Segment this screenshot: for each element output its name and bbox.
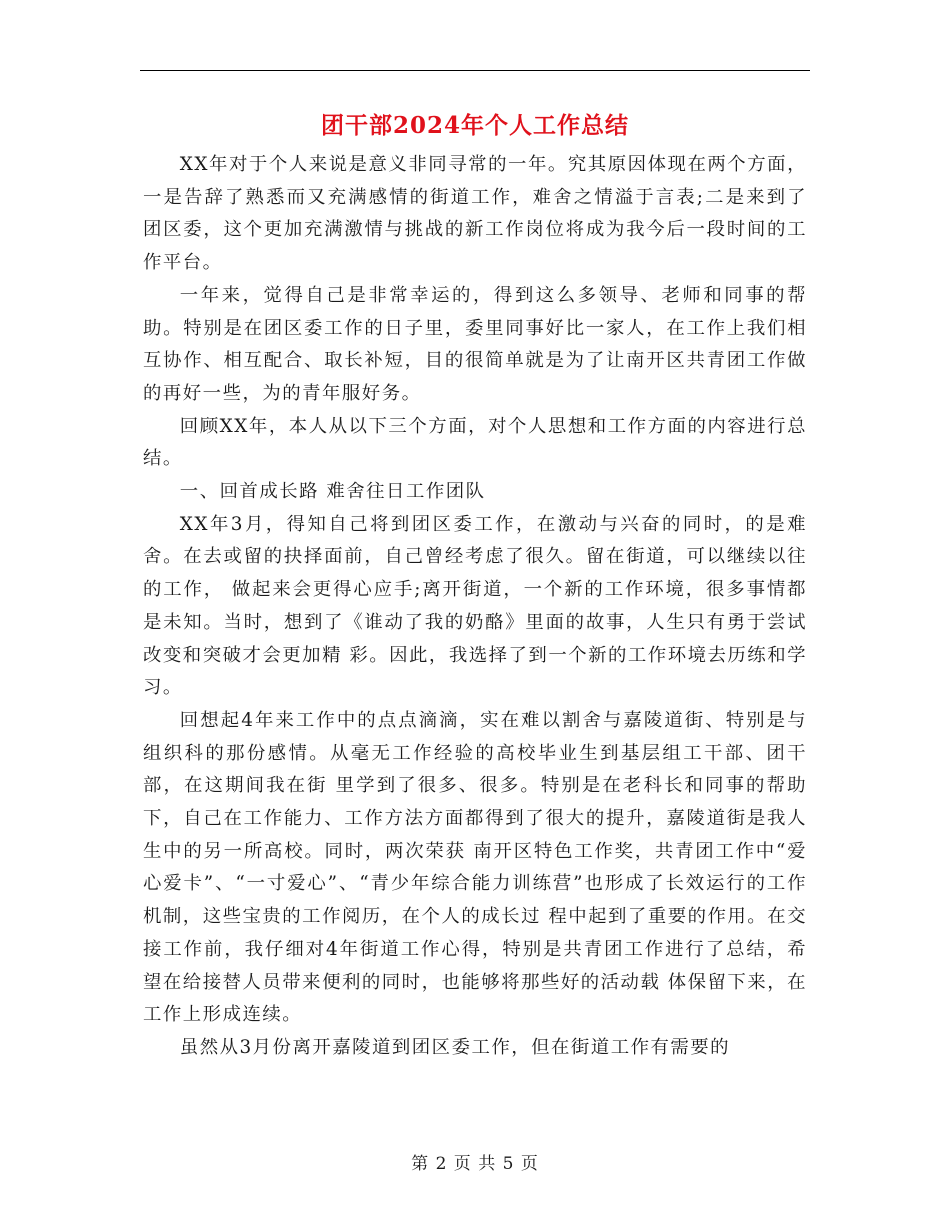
document-title: 团干部2024年个人工作总结 — [320, 112, 629, 139]
header-rule — [140, 70, 810, 71]
page-number: 第 2 页 共 5 页 — [411, 1154, 539, 1174]
section-heading-one: 一、回首成长路 难舍往日工作团队 — [179, 481, 486, 503]
paragraph-intro: XX年对于个人来说是意义非同寻常的一年。究其原因体现在两个方面，一是告辞了熟悉而又充满感情的街道工作，难舍之情溢于言表;二是来到了团区委，这个更加充满激情与挑战的新工作岗位将成为我今后一段时间的工作平台。 — [143, 154, 807, 274]
paragraph-transfer: XX年3月，得知自己将到团区委工作，在激动与兴奋的同时，的是难舍。在去或留的抉择面前，自己曾经考虑了很久。留在街道，可以继续以往的工作， 做起来会更得心应手;离开街道，一个新的工作环境，很多事情都是未知。当时，想到了《谁动了我的奶酪》里面的故事，人生只有勇于尝试改变和突破才会更加精 彩。因此，我选择了到一个新的工作环境去历练和学习。 — [143, 513, 807, 699]
paragraph-continuation: 虽然从3月份离开嘉陵道到团区委工作，但在街道工作有需要的 — [179, 1036, 731, 1058]
paragraph-review: 回顾XX年，本人从以下三个方面，对个人思想和工作方面的内容进行总结。 — [143, 415, 807, 470]
paragraph-gratitude: 一年来，觉得自己是非常幸运的，得到这么多领导、老师和同事的帮助。特别是在团区委工作的日子里，委里同事好比一家人，在工作上我们相互协作、相互配合、取长补短，目的很简单就是为了让南开区共青团工作做的再好一些，为的青年服好务。 — [143, 284, 807, 404]
paragraph-recollection: 回想起4年来工作中的点点滴滴，实在难以割舍与嘉陵道街、特别是与组织科的那份感情。从毫无工作经验的高校毕业生到基层组工干部、团干部，在这期间我在街 里学到了很多、很多。特别是在老科长和同事的帮助下，自己在工作能力、工作方法方面都得到了很大的提升，嘉陵道街是我人生中的另一所高校。同时，两次荣获 南开区特色工作奖，共青团工作中“爱心爱卡”、“一寸爱心”、“青少年综合能力训练营”也形成了长效运行的工作机制，这些宝贵的工作阅历，在个人的成长过 程中起到了重要的作用。在交接工作前，我仔细对4年街道工作心得，特别是共青团工作进行了总结，希望在给接替人员带来便利的同时，也能够将那些好的活动载 体保留下来，在工作上形成连续。 — [143, 709, 807, 1026]
document-body — [143, 149, 807, 1065]
